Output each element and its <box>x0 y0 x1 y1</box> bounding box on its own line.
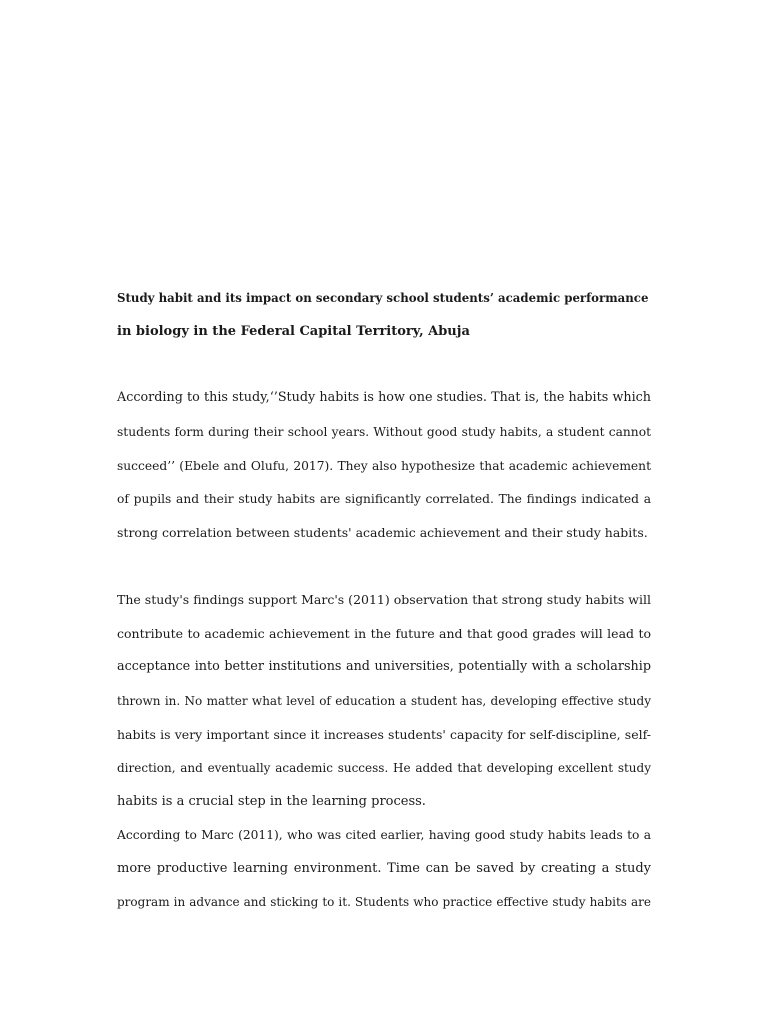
paragraph-3-line-2: more productive learning environment. Time can be saved by creating a study <box>117 861 651 876</box>
paragraph-2-line-5: habits is very important since it increases students' capacity for self-discipline, self- <box>117 727 651 742</box>
paragraph-2-line-2: contribute to academic achievement in the future and that good grades will lead to <box>117 626 651 641</box>
paragraph-2-line-7: habits is a crucial step in the learning process. <box>117 794 426 809</box>
paragraph-2-line-4: thrown in. No matter what level of education a student has, developing effective study <box>117 694 651 708</box>
paragraph-2-line-1: The study's findings support Marc's (2011) observation that strong study habits will <box>117 592 651 607</box>
paragraph-2-line-3: acceptance into better institutions and universities, potentially with a scholarship <box>117 659 651 674</box>
document-title-line-2: in biology in the Federal Capital Territory, Abuja <box>117 324 470 339</box>
paragraph-1-line-5: strong correlation between students' academic achievement and their study habits. <box>117 525 648 540</box>
paragraph-3-line-3: program in advance and sticking to it. Students who practice effective study habits are <box>117 895 651 909</box>
document-title-line-1: Study habit and its impact on secondary school students’ academic performance <box>117 291 649 305</box>
paragraph-2-line-6: direction, and eventually academic success. He added that developing excellent study <box>117 761 651 775</box>
paragraph-1-line-1: According to this study,‘’Study habits is how one studies. That is, the habits which <box>117 390 651 405</box>
paragraph-1-line-2: students form during their school years. Without good study habits, a student cannot <box>117 425 651 439</box>
paragraph-1-line-4: of pupils and their study habits are significantly correlated. The findings indicated a <box>117 492 651 506</box>
paragraph-1-line-3: succeed’’ (Ebele and Olufu, 2017). They also hypothesize that academic achievement <box>117 459 651 473</box>
paragraph-3-line-1: According to Marc (2011), who was cited earlier, having good study habits leads to a <box>117 828 651 842</box>
